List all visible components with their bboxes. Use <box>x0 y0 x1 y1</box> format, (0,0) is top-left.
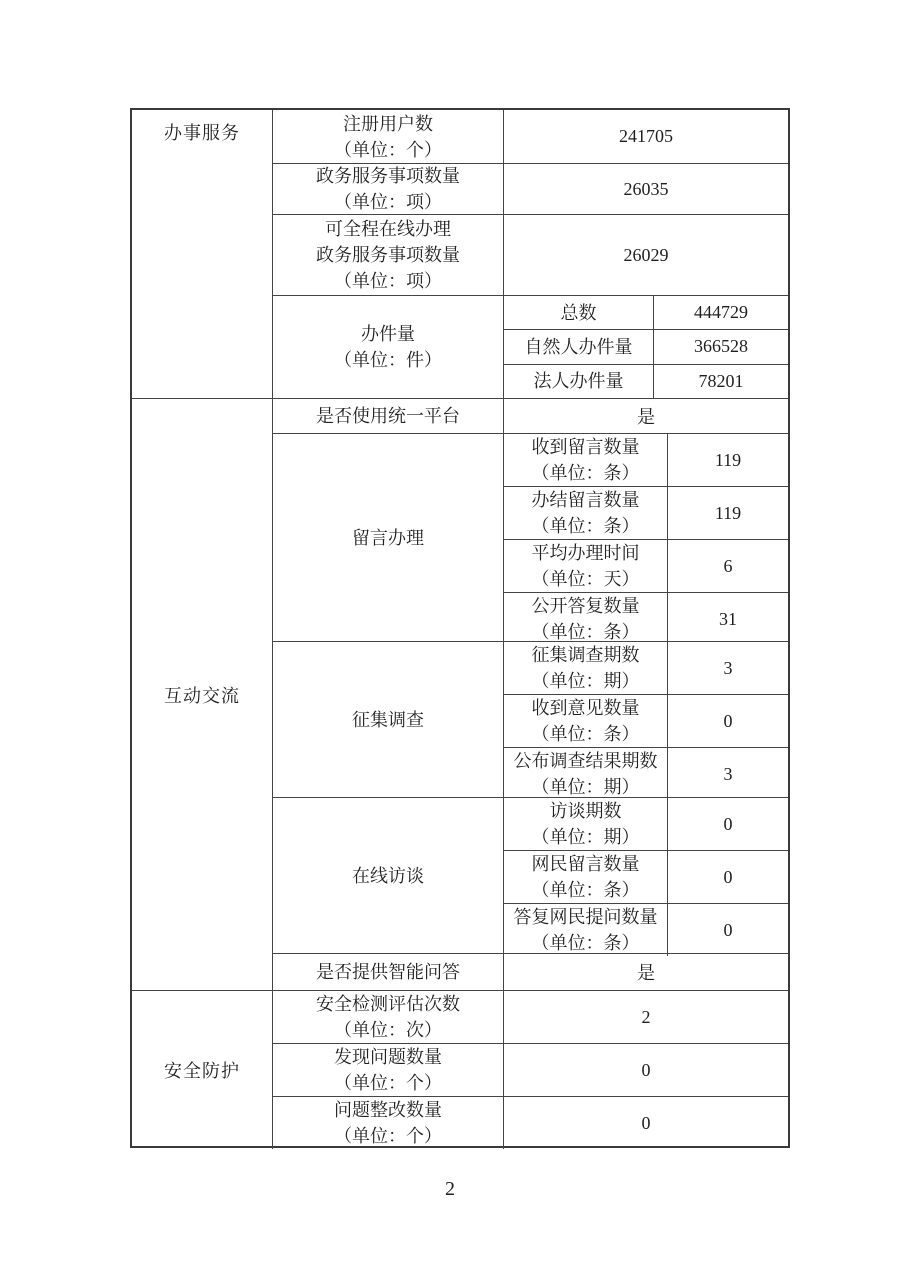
sub-label <box>504 487 668 539</box>
sub-label <box>504 642 668 694</box>
metric-unit: （单位：个） <box>334 1126 442 1146</box>
metric-unit: （单位：条） <box>531 880 640 900</box>
sub-value-cell <box>654 296 788 329</box>
metric-value: 366528 <box>694 336 748 357</box>
metric-name: 总数 <box>560 302 597 323</box>
metric-name: 问题整改数量 <box>334 1100 442 1120</box>
sub-value-cell <box>668 642 788 694</box>
metric-value: 3 <box>723 657 733 678</box>
table-row-total <box>504 296 788 329</box>
metric-value: 26029 <box>623 244 669 265</box>
metric-name: 公开答复数量 <box>531 596 640 616</box>
group-body <box>504 798 788 953</box>
section-body <box>273 399 788 990</box>
section-title: 安全防护 <box>164 1061 240 1081</box>
metric-name: 政务服务事项数量 <box>316 166 460 186</box>
table-row-opinions-received <box>504 694 788 747</box>
sub-label <box>504 748 668 800</box>
sub-value-cell <box>668 904 788 956</box>
table-row-registered-users <box>273 110 788 163</box>
sub-value-cell <box>668 487 788 539</box>
table-row-messages-received <box>504 434 788 486</box>
sub-value-cell <box>668 695 788 747</box>
group-name: 办件量 <box>361 324 415 344</box>
metric-name: 收到留言数量 <box>531 437 640 457</box>
section-interaction <box>132 398 788 990</box>
row-label <box>273 215 504 295</box>
metric-name: 发现问题数量 <box>334 1047 442 1067</box>
sub-value-cell <box>654 330 788 363</box>
table-row-problems-rectified <box>273 1096 788 1149</box>
table-row-survey-issues <box>504 642 788 694</box>
row-label <box>273 399 504 433</box>
table-row-messages-completed <box>504 486 788 539</box>
metric-value: 0 <box>641 1112 651 1133</box>
sub-value-cell <box>668 851 788 903</box>
metric-name-line1: 可全程在线办理 <box>325 219 451 239</box>
metric-name: 办结留言数量 <box>531 490 640 510</box>
metric-name: 安全检测评估次数 <box>316 994 460 1014</box>
group-name: 留言办理 <box>352 527 424 548</box>
metric-name: 网民留言数量 <box>531 854 640 874</box>
metric-unit: （单位：条） <box>531 463 640 483</box>
table-row-average-handling-time <box>504 539 788 592</box>
statistics-table <box>130 108 790 1148</box>
table-row-survey-results-published <box>504 747 788 800</box>
row-label <box>273 164 504 214</box>
metric-value: 241705 <box>619 126 673 146</box>
row-value-cell <box>504 215 788 295</box>
table-row-natural-person <box>504 329 788 363</box>
sub-value-cell <box>668 593 788 645</box>
row-value-cell <box>504 164 788 214</box>
row-value-cell <box>504 399 788 433</box>
table-row-public-replies <box>504 592 788 645</box>
group-body <box>504 434 788 641</box>
sub-label <box>504 593 668 645</box>
page-number: 2 <box>445 1178 455 1200</box>
metric-unit: （单位：个） <box>334 1073 442 1093</box>
metric-unit: （单位：项） <box>334 192 442 212</box>
section-body <box>273 110 788 398</box>
table-row-smart-qa <box>273 953 788 990</box>
metric-value: 6 <box>723 555 733 576</box>
metric-name: 注册用户数 <box>343 113 433 134</box>
row-value-cell <box>504 1097 788 1149</box>
section-label-office-services <box>132 110 273 398</box>
metric-unit: （单位：期） <box>531 671 640 691</box>
metric-value: 119 <box>714 449 742 470</box>
sub-label <box>504 296 654 329</box>
table-group-message-handling <box>273 433 788 641</box>
table-row-unified-platform <box>273 399 788 433</box>
group-unit: （单位：件） <box>334 350 442 370</box>
metric-unit: （单位：项） <box>334 271 442 291</box>
table-group-surveys <box>273 641 788 797</box>
section-label-security <box>132 991 273 1149</box>
metric-value: 是 <box>637 963 655 983</box>
metric-name: 是否使用统一平台 <box>316 406 460 426</box>
table-row-interview-sessions <box>504 798 788 850</box>
metric-unit: （单位：期） <box>531 777 640 797</box>
metric-name-line2: 政务服务事项数量 <box>316 245 460 265</box>
group-label <box>273 642 504 797</box>
metric-value: 31 <box>719 608 737 629</box>
section-security <box>132 990 788 1149</box>
row-label <box>273 991 504 1043</box>
section-label-interaction <box>132 399 273 990</box>
metric-name: 征集调查期数 <box>531 645 640 665</box>
metric-unit: （单位：个） <box>334 139 442 160</box>
metric-value: 是 <box>637 407 655 427</box>
metric-unit: （单位：期） <box>531 827 640 847</box>
group-label <box>273 434 504 641</box>
metric-unit: （单位：条） <box>531 724 640 744</box>
row-value-cell <box>504 1044 788 1096</box>
metric-name: 是否提供智能问答 <box>316 962 460 982</box>
metric-unit: （单位：天） <box>531 569 640 589</box>
metric-unit: （单位：条） <box>531 622 640 642</box>
metric-value: 0 <box>723 866 733 887</box>
metric-value: 0 <box>723 710 733 731</box>
table-row-netizen-messages <box>504 850 788 903</box>
group-name: 征集调查 <box>352 709 424 730</box>
sub-label <box>504 695 668 747</box>
table-row-service-items <box>273 163 788 214</box>
table-group-case-volume <box>273 295 788 398</box>
metric-value: 444729 <box>694 302 748 323</box>
row-value-cell <box>504 110 788 163</box>
metric-name: 法人办件量 <box>533 371 624 392</box>
table-group-online-interviews <box>273 797 788 953</box>
group-body <box>504 296 788 398</box>
metric-value: 2 <box>641 1006 651 1027</box>
metric-value: 78201 <box>698 370 744 391</box>
metric-value: 119 <box>714 502 742 523</box>
row-value-cell <box>504 954 788 990</box>
sub-value-cell <box>668 540 788 592</box>
metric-name: 平均办理时间 <box>531 543 640 563</box>
table-row-legal-person <box>504 364 788 398</box>
metric-name: 收到意见数量 <box>531 698 640 718</box>
group-name: 在线访谈 <box>352 865 424 886</box>
metric-unit: （单位：条） <box>531 933 640 953</box>
section-body <box>273 991 788 1149</box>
row-label <box>273 1097 504 1149</box>
section-office-services <box>132 110 788 398</box>
row-label <box>273 954 504 990</box>
sub-label <box>504 434 668 486</box>
table-row-questions-answered <box>504 903 788 956</box>
row-label <box>273 110 504 163</box>
metric-name: 自然人办件量 <box>524 336 633 357</box>
row-label <box>273 1044 504 1096</box>
metric-name: 公布调查结果期数 <box>513 751 658 771</box>
group-label <box>273 296 504 398</box>
sub-value-cell <box>654 365 788 398</box>
sub-label <box>504 904 668 956</box>
sub-label <box>504 798 668 850</box>
sub-value-cell <box>668 434 788 486</box>
sub-value-cell <box>668 798 788 850</box>
sub-label <box>504 540 668 592</box>
metric-value: 3 <box>723 763 733 784</box>
group-body <box>504 642 788 797</box>
metric-value: 0 <box>723 813 733 834</box>
section-title: 办事服务 <box>164 123 240 143</box>
metric-value: 0 <box>641 1059 651 1080</box>
sub-value-cell <box>668 748 788 800</box>
group-label <box>273 798 504 953</box>
metric-name: 访谈期数 <box>549 801 622 821</box>
table-row-online-service-items <box>273 214 788 295</box>
sub-label <box>504 330 654 363</box>
table-row-problems-found <box>273 1043 788 1096</box>
section-title: 互动交流 <box>164 685 240 706</box>
table-row-security-assessments <box>273 991 788 1043</box>
metric-unit: （单位：条） <box>531 516 640 536</box>
metric-value: 0 <box>723 919 733 940</box>
metric-unit: （单位：次） <box>334 1020 442 1040</box>
sub-label <box>504 365 654 398</box>
metric-value: 26035 <box>623 178 669 199</box>
sub-label <box>504 851 668 903</box>
metric-name: 答复网民提问数量 <box>513 907 658 927</box>
row-value-cell <box>504 991 788 1043</box>
